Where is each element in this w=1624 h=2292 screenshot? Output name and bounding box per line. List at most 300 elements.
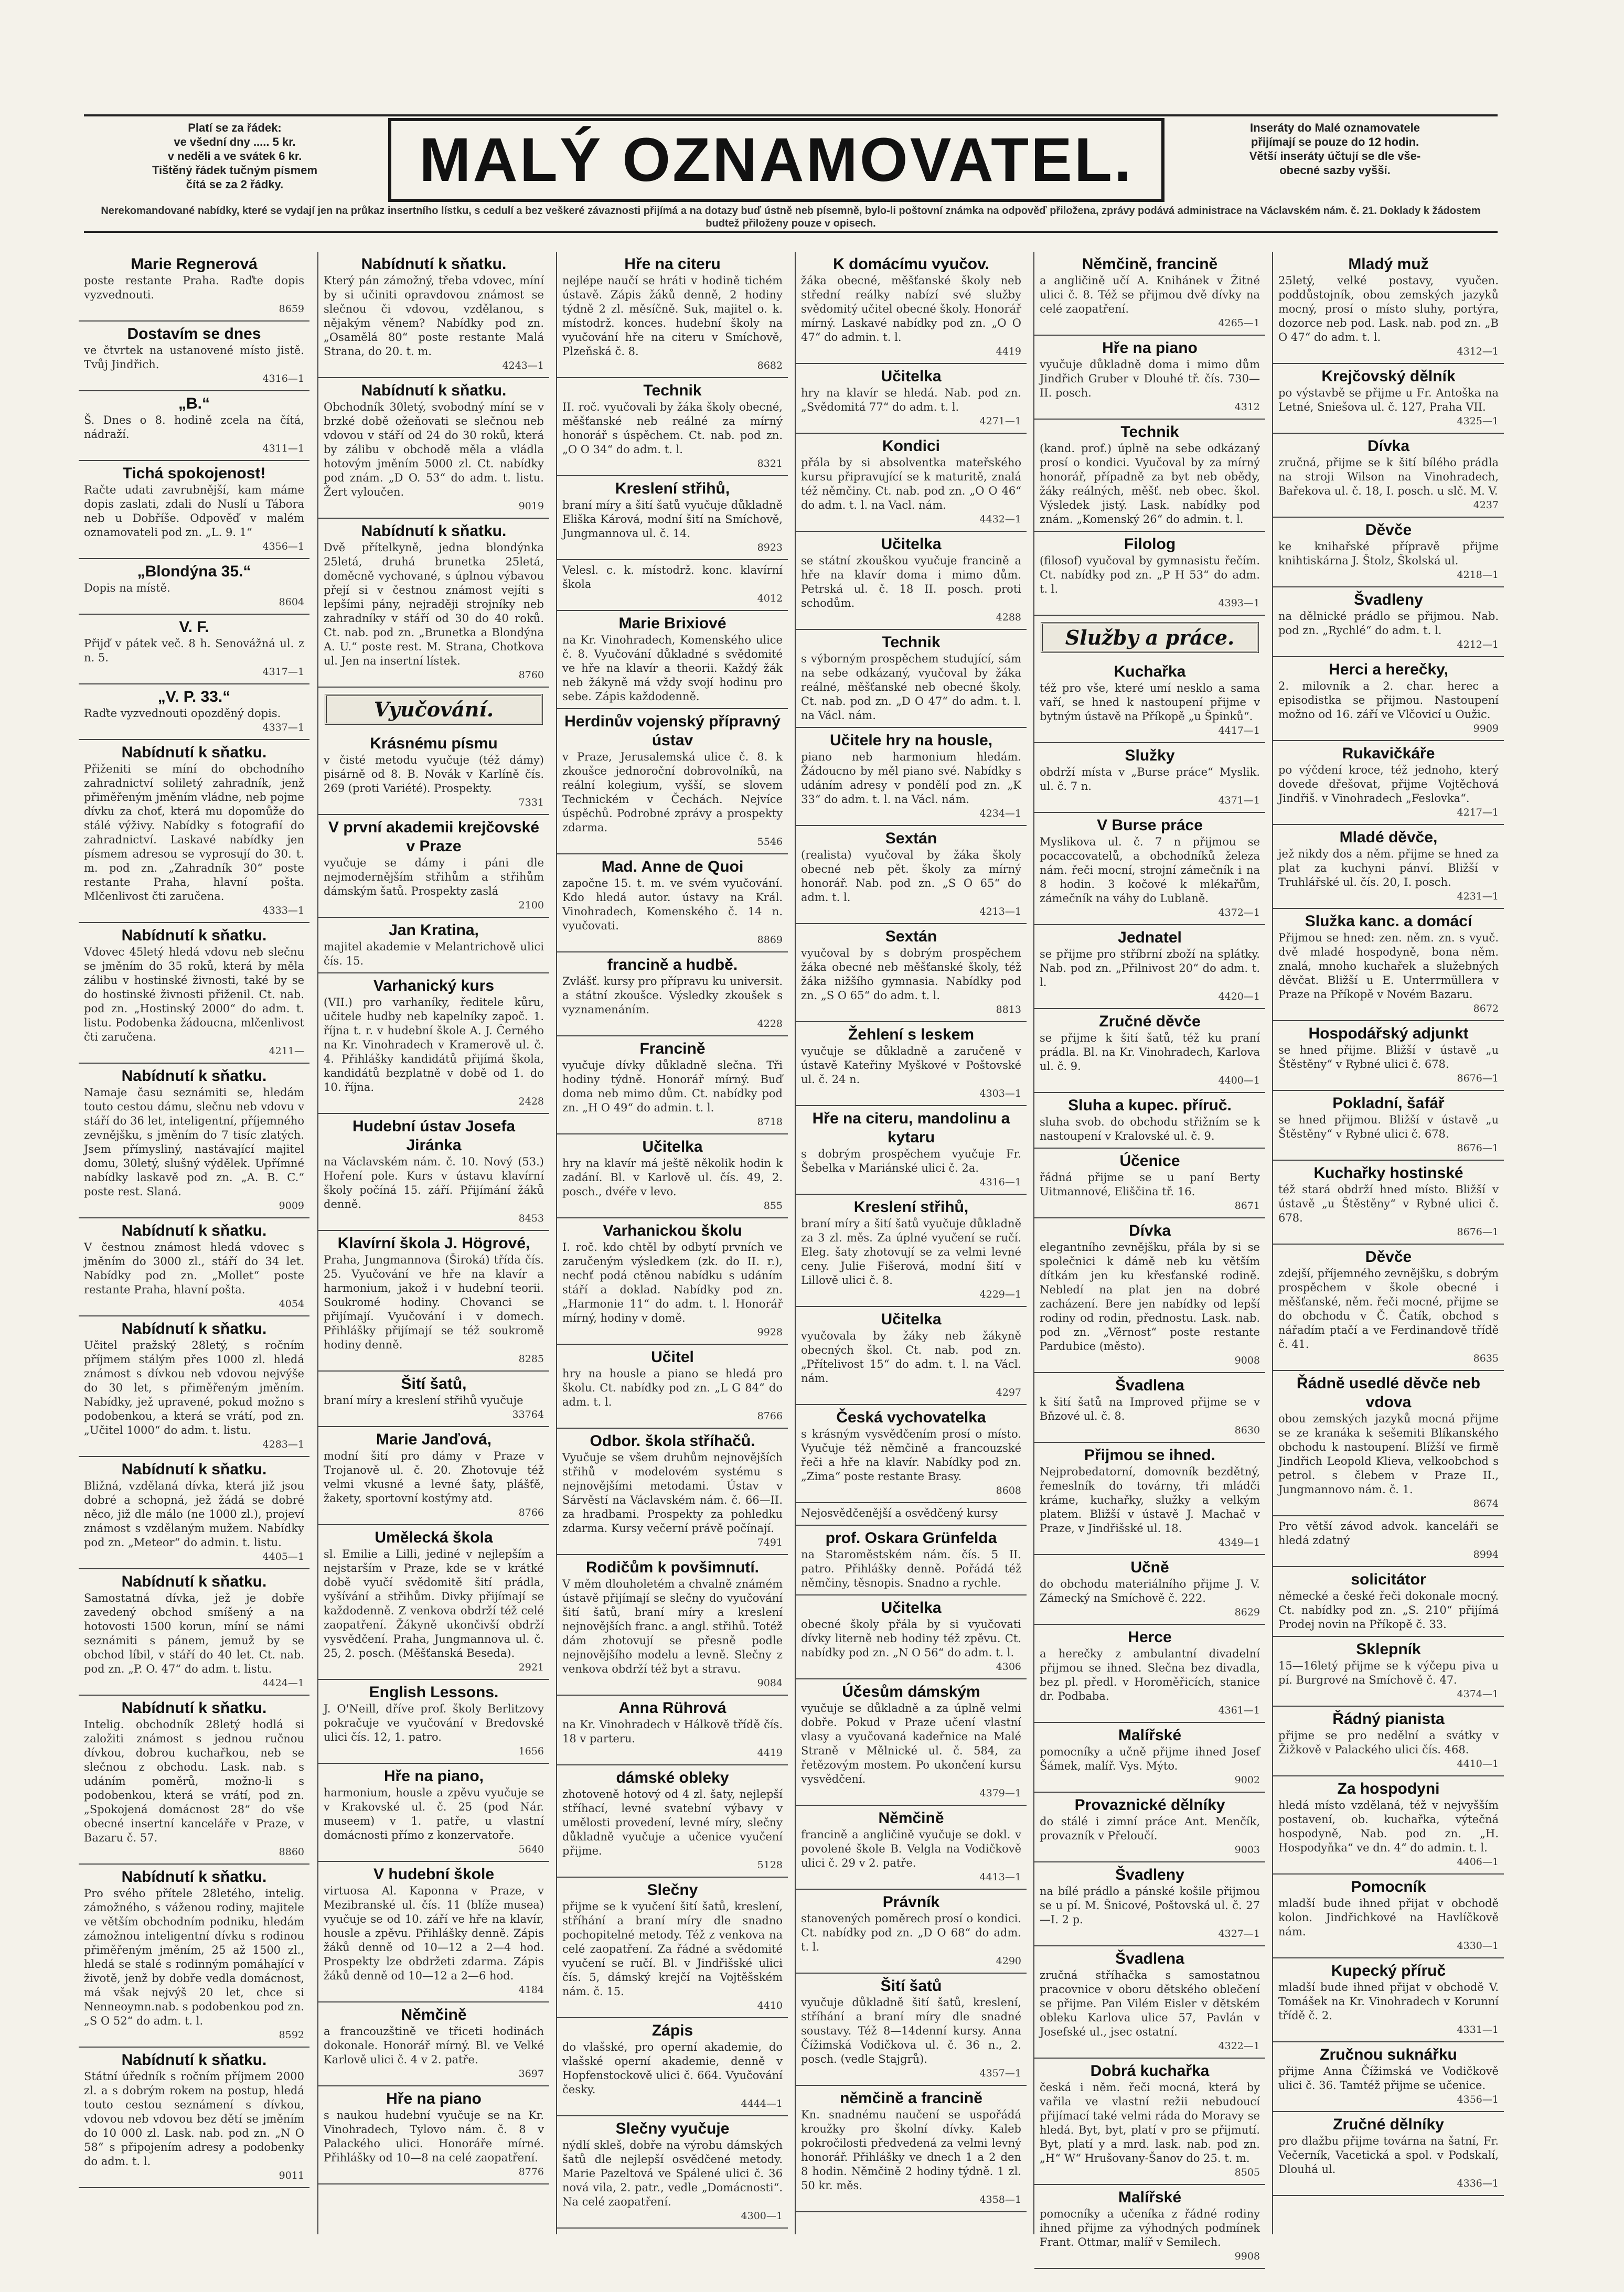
- classified-ad: [1273, 1875, 1504, 1958]
- classified-ad: [1273, 364, 1504, 434]
- ad-heading: Děvče: [1365, 1248, 1412, 1266]
- classified-ad: [557, 1555, 788, 1696]
- masthead-box: [388, 118, 1164, 202]
- ad-number: 8923: [757, 542, 783, 553]
- ad-heading: Němčině, francině: [1082, 255, 1218, 273]
- ad-number: 7491: [757, 1537, 783, 1548]
- ad-number: 4357—1: [979, 2068, 1021, 2079]
- ad-heading: Švadleny: [1115, 1866, 1184, 1883]
- ad-number: 8813: [996, 1004, 1021, 1015]
- ad-heading: Za hospodyni: [1337, 1780, 1440, 1797]
- classified-ad: [557, 1036, 788, 1134]
- classified-ad: [557, 611, 788, 709]
- ad-number: 4330—1: [1457, 1940, 1499, 1952]
- ad-number: 8676—1: [1457, 1073, 1499, 1084]
- ad-body: harmonium, housle a zpěvu vyučuje se v Krakovské ul. č. 25 (pod Nár. museem) v 1. patře, u vlastní domácnosti přímo z konzervatoře.: [324, 1786, 544, 1841]
- ad-heading: Marie Janďová,: [376, 1431, 492, 1448]
- ad-heading: Zručné děvče: [1099, 1013, 1201, 1030]
- ad-body: vyučuje důkladně doma i mimo dům Jindřich Gruber v Dlouhé tř. čís. 730—II. posch.: [1040, 358, 1260, 399]
- ad-body: hry na housle a piano se hledá pro školu. Ct. nabídky pod zn. „L G 84“ do adm. t. l.: [562, 1367, 783, 1408]
- ad-number: 4371—1: [1218, 795, 1260, 806]
- ad-number: 8674: [1473, 1498, 1499, 1509]
- classified-ad: [318, 519, 549, 688]
- ad-number: 4265—1: [1218, 317, 1260, 329]
- ad-number: 8592: [279, 2029, 304, 2041]
- note-line: čítá se za 2 řádky.: [186, 178, 284, 191]
- ad-number: 4012: [757, 593, 783, 604]
- ad-number: 4317—1: [262, 666, 304, 678]
- ad-heading: Žehlení s leskem: [848, 1026, 975, 1043]
- ad-columns: [79, 252, 1503, 2262]
- classified-ad: [796, 630, 1027, 728]
- ad-number: 4327—1: [1218, 1928, 1260, 1940]
- ad-number: 8608: [996, 1485, 1021, 1496]
- ad-heading: francině a hudbě.: [607, 956, 738, 973]
- classified-ad: [1273, 1091, 1504, 1161]
- ad-heading: Nabídnutí k sňatku.: [361, 382, 507, 399]
- classified-ad: [79, 1064, 309, 1218]
- ad-number: 4424—1: [262, 1677, 304, 1689]
- ad-heading: Filolog: [1124, 535, 1176, 553]
- classified-ad: [1034, 1946, 1265, 2059]
- ad-body: Š. Dnes o 8. hodině zcela na čítá, nádraží.: [84, 414, 304, 441]
- ad-heading: Jan Kratina,: [389, 922, 479, 939]
- note-line: v neděli a ve svátek 6 kr.: [167, 149, 302, 163]
- ad-body: Bližná, vzdělaná dívka, která již jsou dobré a schopná, jež žádá se dobré něco, již dle málo (ne 1000 zl.), projeví známost s vzdělaným mužem. Nabídky pod zn. „Meteor“ do admin. t. listu.: [84, 1480, 304, 1549]
- ad-heading: Učitelka: [881, 1599, 942, 1616]
- ad-number: 8453: [518, 1213, 544, 1224]
- classified-ad: [1034, 743, 1265, 813]
- ad-number: 9908: [1234, 2251, 1260, 2262]
- classified-ad: [1273, 1707, 1504, 1776]
- newspaper-page: [79, 84, 1503, 2262]
- classified-ad: [1034, 1793, 1265, 1862]
- ad-heading: V první akademii krejčovské v Praze: [328, 819, 539, 855]
- ad-body: Dvě přítelkyně, jedna blondýnka 25letá, druhá brunetka 25letá, doměcně vychované, s úplnou výbavou přejí si v čestnou známost vejíti s lepšími pány, nejraději strojníky neb zahradníky v stáří od 30 do 40 roků. Ct. nab. pod zn. „Brunetka a Blondýna A. U.“ poste rest. M. Strana, Chotkova ul. Jen na insertní lístek.: [324, 541, 544, 667]
- classified-ad: [79, 391, 309, 461]
- classified-ad: [796, 826, 1027, 924]
- ad-body: vyučuje důkladně šití šatů, kreslení, stříhání a braní míry dle snadné soustavy. Též 8—14denní kursy. Anna Čížimská Vodičkova ul. č. 36 n., 2. posch. (vedle Stajgrů).: [801, 1996, 1021, 2065]
- ad-heading: Klavírní škola J. Högrové,: [337, 1235, 530, 1252]
- ad-body: s krásným vysvědčením prosí o místo. Vyučuje též němčině a francouzské řeči a hře na klavír. Nabídky pod zn. „Zima“ poste restante Brasy.: [801, 1428, 1021, 1483]
- classified-ad: [557, 1696, 788, 1765]
- ad-body: nejlépe naučí se hráti v hodině tichém ústavě. Zápis žáků denně, 2 hodiny týdně 2 zl. měsíčně. Suk, majitel o. k. místodrž. konces. hudební školy na vyučování hře na citeru v Smíchově, Plzeňská č. 8.: [562, 274, 783, 358]
- ad-body: německé a české řeči dokonale mocný. Ct. nabídky pod zn. „S. 210“ přijímá Prodej novin na Příkopě č. 33.: [1278, 1590, 1499, 1631]
- ad-body: Zvlášť. kursy pro přípravu ku universit. a státní zkoušce. Výsledky zkoušek s vyznamenáním.: [562, 975, 783, 1016]
- ad-body: virtuosa Al. Kaponna v Praze, v Mezibranské ul. čís. 11 (blíže musea) vyučuje se od 10. září ve hře na klavír, housle a zpěvu. Přihlášky denně. Zápis žáků denně od 10—12 a 2—4 hod. Prospekty lze obdržeti zdarma. Zápis žáků denně od 10—12 a 2—6 hod.: [324, 1884, 544, 1982]
- ad-body: Namaje času seznámiti se, hledám touto cestou dámu, slečnu neb vdovu v stáří do 36 let, inteligentní, příjemného zevnějšku, s jměním do 7 tisíc zlatých. Jsem přímysliný, nastávající majitel domu, 30letý, slušný výdělek. Upřímné nabídky laskavě pod zn. „A. B. C.“ poste rest. Slaná.: [84, 1086, 304, 1198]
- ad-body: obdrží místa v „Burse práce“ Myslik. ul. č. 7 n.: [1040, 766, 1260, 792]
- classified-ad: [796, 532, 1027, 630]
- classified-ad: [796, 1503, 1027, 1526]
- classified-ad: [1273, 252, 1504, 364]
- ad-heading: Němčině: [401, 2006, 467, 2023]
- ad-heading: Právník: [882, 1893, 940, 1911]
- ad-number: 4297: [996, 1387, 1021, 1398]
- ad-body: Který pán zámožný, třeba vdovec, míní by si učiniti opravdovou známost se slečnou či vdovou, vzdělanou, s nějakým věnem? Nabídky pod zn. „Osamělá 80“ poste restante Malá Strana, do 20. t. m.: [324, 274, 544, 358]
- ad-heading: Hudební ústav Josefa Jiránka: [352, 1118, 516, 1154]
- ad-number: 8869: [757, 934, 783, 946]
- ad-body: se přijme k šití šatů, též ku praní prádla. Bl. na Kr. Vinohradech, Karlova ul. č. 9.: [1040, 1032, 1260, 1073]
- classified-ad: [1034, 2059, 1265, 2185]
- ad-number: 8635: [1473, 1353, 1499, 1364]
- ad-heading: Nabídnutí k sňatku.: [361, 522, 507, 540]
- ad-body: zhotoveně hotový od 4 zl. šaty, nejlepší stříhací, levné svatební výbavy v umělosti provedení, levné míry, slečny důkladně vyučuje a učenice vyučení přijme.: [562, 1788, 783, 1857]
- classified-ad: [1273, 587, 1504, 657]
- ad-body: J. O'Neill, dříve prof. školy Berlitzovy pokračuje ve vyučování v Bredovské ulici čís. 12, 1. patro.: [324, 1702, 544, 1743]
- classified-ad: [79, 559, 309, 615]
- ad-body: též stará obdrží hned místo. Bližší v ústavě „u Štěstěny“ v Rybné ulici č. 678.: [1278, 1183, 1499, 1224]
- ad-number: 4405—1: [262, 1551, 304, 1562]
- classified-ad: [1034, 813, 1265, 925]
- ad-number: 4333—1: [262, 905, 304, 916]
- classified-ad: [557, 2018, 788, 2116]
- ad-number: 4283—1: [262, 1439, 304, 1450]
- classified-ad: [557, 1218, 788, 1345]
- ad-number: 4374—1: [1457, 1688, 1499, 1700]
- classified-ad: [557, 1765, 788, 1878]
- ad-body: vyučoval by s dobrým prospěchem žáka obecné neb měšťanské školy, též žáka nižšího gymnasia. Nabídky pod zn. „S O 65“ do adm. t. l.: [801, 947, 1021, 1002]
- ad-heading: Dívka: [1367, 437, 1410, 455]
- ad-heading: Učně: [1130, 1559, 1169, 1576]
- ad-number: 9008: [1234, 1355, 1260, 1366]
- ad-number: 8672: [1473, 1003, 1499, 1014]
- ad-body: modní šití pro dámy v Praze v Trojanově ul. č. 20. Zhotovuje též velmi vkusné a levné šaty, plášťě, žakety, sportovní kostýmy atd.: [324, 1450, 544, 1505]
- ad-heading: Účesům dámským: [842, 1683, 980, 1700]
- classified-ad: [796, 1307, 1027, 1405]
- ad-heading: Kreslení střihů,: [615, 480, 730, 497]
- ad-body: řádná přijme se u paní Berty Uitmannové, Eliščina tř. 16.: [1040, 1171, 1260, 1198]
- ad-heading: Varhanický kurs: [373, 977, 495, 994]
- ad-body: vyučuje se důkladně a za úplně velmi dobře. Pokud v Praze učení vlastní vlasy a vyučovaná kadeřnice na Malé Straně v Mělnické ul. č. 584, za řetězovým mostem. Po ukončení kursu vysvědčení.: [801, 1702, 1021, 1785]
- classified-ad: [557, 1878, 788, 2018]
- ad-body: přála by si absolventka mateřského kursu připravující se k maturitě, znalá též němčiny. Ct. nab. pod zn. „O O 46“ do adm. t. l. na Vacl. nám.: [801, 456, 1021, 511]
- classified-ad: [79, 923, 309, 1064]
- ad-body: V čestnou známost hledá vdovec s jměním do 3000 zl., stáří do 34 let. Nabídky pod zn. „Mollet“ poste restante Praha, hlavní pošta.: [84, 1241, 304, 1296]
- ad-heading: Nabídnutí k sňatku.: [121, 1320, 267, 1337]
- ad-number: 4356—1: [1457, 2094, 1499, 2105]
- classified-ad: [318, 1427, 549, 1525]
- ad-body: Myslikova ul. č. 7 n přijmou se pocaccovatelů, a obchodníků železa nám. řeči mocní, strojní zámečník i na 8 hodin. 3 kočové k mlékařům, zámečník na váhy do Lublaně.: [1040, 836, 1260, 905]
- ad-number: 4410—1: [1457, 1758, 1499, 1770]
- classified-ad: [796, 924, 1027, 1022]
- ad-number: 8629: [1234, 1606, 1260, 1618]
- note-line: Tištěný řádek tučným písmem: [152, 164, 318, 177]
- ad-body: se hned přijme. Bližší v ústavě „u Štěstěny“ v Rybné ulici č. 678.: [1278, 1044, 1499, 1070]
- ad-heading: Zápis: [651, 2022, 693, 2039]
- ad-heading: Česká vychovatelka: [836, 1409, 986, 1426]
- ad-body: a angličině učí A. Knihánek v Žitné ulici č. 8. Též se přijmou dvě dívky na celé zaopatření.: [1040, 274, 1260, 315]
- classified-ad: [796, 1974, 1027, 2086]
- ad-body: na Kr. Vinohradech, Komenského ulice č. 8. Vyučování důkladné s svědomité ve hře na klavír a theorii. Každý žák neb žákyně má vždy svojí hodinu pro sebe. Zápis každodenně.: [562, 634, 783, 703]
- ad-number: 4243—1: [502, 360, 544, 371]
- ad-heading: Hospodářský adjunkt: [1308, 1025, 1469, 1042]
- classified-ad: [1273, 1958, 1504, 2042]
- classified-ad: [557, 1134, 788, 1218]
- classified-ad: [1273, 1567, 1504, 1637]
- ad-number: 4228: [757, 1018, 783, 1030]
- ad-heading: Malířské: [1118, 1727, 1182, 1744]
- note-line: přijímají se pouze do 12 hodin.: [1251, 135, 1419, 148]
- legal-notice: Nerekomandované nabídky, které se vydají jen na průkaz insertního lístku, s cedulí a bez veškeré závaznosti přijímá a na dotazy buď ústně neb písemně, bylo-li poštovní známka na odpověď přiložena, zprávy podává administrace na Václavském nám. č. 21. Doklady k žádostem budtež přiloženy pouze v opisech.: [101, 205, 1481, 229]
- ad-body: se přijme pro stříbrní zboží na splátky. Nab. pod zn. „Přilnivost 20“ do adm. t. l.: [1040, 948, 1260, 989]
- ad-body: (realista) vyučoval by žáka školy obecné neb pět. školy za mírný honorář. Nab. pod zn. „S O 65“ do adm. t. l.: [801, 849, 1021, 904]
- ad-heading: Učitelka: [881, 368, 942, 385]
- classified-ad: [796, 1890, 1027, 1974]
- ad-number: 3697: [518, 2068, 544, 2080]
- classified-ad: [79, 684, 309, 740]
- classified-ad: [79, 1569, 309, 1696]
- classified-ad: [557, 952, 788, 1036]
- ad-number: 5546: [757, 836, 783, 848]
- classified-ad: [318, 815, 549, 918]
- classified-ad: [1273, 1637, 1504, 1707]
- ad-number: 4417—1: [1218, 725, 1260, 736]
- classified-ad: [1273, 1516, 1504, 1567]
- ad-body: ve čtvrtek na ustanovené místo jistě. Tvůj Jindřich.: [84, 344, 304, 371]
- section-heading: Služby a práce.: [1041, 622, 1259, 653]
- classified-ad: [1034, 925, 1265, 1009]
- ad-heading: Francině: [639, 1040, 706, 1057]
- ad-heading: Slečny vyučuje: [615, 2120, 730, 2137]
- ad-body: (kand. prof.) úplně na sebe odkázaný prosí o kondici. Vyučoval by za mírný honorář, případně za byt neb obědy, žáky reálných, měšť. neb obec. škol. Výsledek jistý. Lask. nabídky pod znám. „Komenský 26“ do admin. t. l.: [1040, 442, 1260, 526]
- ad-number: 8321: [757, 458, 783, 469]
- classified-ad: [79, 2048, 309, 2188]
- ad-number: 8682: [757, 360, 783, 371]
- ad-heading: Nabídnutí k sňatku.: [121, 1067, 267, 1085]
- ad-body: braní míry a šití šatů vyučuje důkladně Eliška Kárová, modní šití na Smíchově, Jungmannova ul. č. 14.: [562, 499, 783, 540]
- ad-body: do stálé i zimní práce Ant. Menčík, provazník v Přeloučí.: [1040, 1815, 1260, 1842]
- ad-body: vyučuje se dámy i páni dle nejmodernějším střihům a střihům dámským šatů. Prospekty zaslá: [324, 856, 544, 897]
- ad-heading: Přijmou se ihned.: [1084, 1447, 1216, 1464]
- ad-heading: Švadleny: [1354, 591, 1423, 608]
- ad-body: sl. Emilie a Lilli, jediné v nejlepším a nejstarším v Praze, kde se v krátké době vyučí svědomitě šití prádla, vyšívání a střihům. Divky přijímají se každodenně. Z venkova obdrží též celé zaopatření. Žákyně ukončivší obdrží vysvědčení. Praha, Jungmannova ul. č. 25, 2. posch. (Měšťanská Beseda).: [324, 1548, 544, 1659]
- ad-heading: Marie Brixiové: [618, 615, 726, 632]
- ad-heading: Hře na piano: [1102, 339, 1198, 357]
- classified-ad: [557, 1345, 788, 1429]
- ad-body: Přijmou se hned: zen. něm. zn. s vyuč. dvě mladé hospodyně, bona něm. znalá, mnoho kuchařek a služebných děvčat. Bližší u E. Unterrmüllera v Praze na Příkopě v Novém Bazaru.: [1278, 931, 1499, 1001]
- classified-ad: [557, 854, 788, 952]
- ad-number: 855: [763, 1200, 783, 1212]
- classified-ad: [318, 252, 549, 378]
- ad-heading: Zručné dělníky: [1333, 2116, 1444, 2133]
- ad-number: 4213—1: [979, 906, 1021, 917]
- ad-number: 5128: [757, 1859, 783, 1871]
- classified-ad: [796, 1195, 1027, 1307]
- ad-heading: Řádný pianista: [1332, 1710, 1445, 1728]
- classified-ad: [79, 1696, 309, 1865]
- ad-heading: Mladý muž: [1348, 255, 1429, 273]
- ad-body: po výčdení kroce, též jednoho, který dovede dřešovat, přijme Vojtěchová Jindřiš. v Vinohradech „Feslovka“.: [1278, 764, 1499, 805]
- ad-heading: Švadlena: [1115, 1950, 1184, 1967]
- ad-body: vyučuje dívky důkladně slečna. Tři hodiny týdně. Honorář mírný. Buď doma neb mimo dům. Ct. nabídky pod zn. „H O 49“ do admin. t. l.: [562, 1059, 783, 1114]
- classified-ad: [1273, 825, 1504, 909]
- ad-heading: Technik: [882, 634, 941, 651]
- classified-ad: [796, 1405, 1027, 1503]
- ad-heading: Dívka: [1128, 1222, 1171, 1239]
- ad-number: 4288: [996, 612, 1021, 623]
- ad-heading: Nabídnutí k sňatku.: [121, 927, 267, 944]
- column-2: [317, 252, 549, 2234]
- note-line: Inseráty do Malé oznamovatele: [1250, 121, 1420, 134]
- classified-ad: [1273, 1161, 1504, 1245]
- ad-body: zdejší, příjemného zevnějšku, s dobrým prospěchem v škole obecné i měšťanské, něm. řeči mocné, přijme se do obchodu v Č. Čatík, obchod s nářadím ptačí a ve Ferdinandově třídě č. 41.: [1278, 1267, 1499, 1351]
- ad-heading: Sextán: [885, 928, 937, 945]
- ad-heading: Herce: [1128, 1629, 1172, 1646]
- ad-number: 8760: [518, 669, 544, 681]
- ad-heading: Nabídnutí k sňatku.: [121, 1573, 267, 1590]
- ad-heading: Rukavičkáře: [1342, 745, 1435, 762]
- ad-heading: Nabídnutí k sňatku.: [121, 1868, 267, 1886]
- ad-number: 4379—1: [979, 1787, 1021, 1799]
- ad-heading: Učitele hry na housle,: [829, 732, 993, 749]
- ad-body: zručná, přijme se k šití bílého prádla na stroji Wilson na Vinohradech, Bařekova ul. č. 18, I. posch. u slč. M. V.: [1278, 456, 1499, 497]
- classified-ad: [557, 476, 788, 560]
- ad-number: 4311—1: [262, 443, 304, 454]
- ad-body: přijme Anna Čížimská ve Vodičkově ulici č. 36. Tamtéž přijme se učenice.: [1278, 2065, 1499, 2092]
- ad-number: 9909: [1473, 723, 1499, 734]
- ad-body: braní míry a šití šatů vyučuje důkladně za 3 zl. měs. Za úplné vyučení se ručí. Eleg. šaty zhotovují se za velmi levné ceny. Julie Fišerová, modní šití v Lillově ulici č. 8.: [801, 1217, 1021, 1287]
- column-3: [556, 252, 788, 2234]
- column-4: [795, 252, 1027, 2234]
- ad-body: na Václavském nám. č. 10. Nový (53.) Hoření pole. Kurs v ústavu klavírní školy počíná 15. září. Přijímání žáků denně.: [324, 1155, 544, 1211]
- ad-body: pomocníky a učeníka z řádné rodiny ihned přijme za výhodných podmínek Frant. Ottmar, malíř v Semilech.: [1040, 2208, 1260, 2248]
- ad-heading: Dostavím se dnes: [127, 325, 261, 342]
- ad-heading: Nabídnutí k sňatku.: [121, 1461, 267, 1478]
- ad-heading: Mad. Anne de Quoi: [601, 858, 744, 875]
- classified-ad: [1034, 659, 1265, 743]
- ad-number: 7331: [518, 797, 544, 808]
- ad-heading: Kondici: [882, 437, 940, 455]
- ad-number: 4331—1: [1457, 2024, 1499, 2036]
- ad-heading: Švadlena: [1115, 1377, 1184, 1394]
- ad-heading: Nabídnutí k sňatku.: [121, 1699, 267, 1717]
- ad-heading: Dobrá kuchařka: [1090, 2062, 1210, 2080]
- ad-body: Nejosvědčenější a osvědčený kursy: [801, 1507, 998, 1519]
- ad-heading: Tichá spokojenost!: [122, 465, 266, 482]
- ad-heading: Nabídnutí k sňatku.: [121, 1222, 267, 1239]
- ad-heading: Šití šatů,: [401, 1375, 467, 1393]
- column-1: [79, 252, 309, 2234]
- ad-body: s výborným prospěchem studující, sám na sebe odkázaný, vyučoval by žáka reálné, měšťanské neb obecné školy. Ct. nab. pod zn. „D O 47“ do adm. t. l. na Václ. nám.: [801, 652, 1021, 722]
- ad-body: majitel akademie v Melantrichově ulici čís. 15.: [324, 940, 544, 967]
- ad-heading: Učitelka: [881, 1311, 942, 1328]
- classified-ad: [796, 252, 1027, 364]
- ad-heading: Hře na piano,: [383, 1768, 484, 1785]
- classified-ad: [79, 615, 309, 684]
- classified-ad: [318, 1764, 549, 1862]
- ad-body: se hned přijmou. Bližší v ústavě „u Štěstěny“ v Rybné ulici č. 678.: [1278, 1113, 1499, 1140]
- classified-ad: [79, 1316, 309, 1457]
- ad-body: poste restante Praha. Raďte dopis vyzvednouti.: [84, 274, 304, 301]
- ad-body: Pro svého přítele 28letého, intelig. zámožného, s váženou rodiny, majitele ve větším obchodním podniku, hledám zámožnou inteligentní dívku s rodinou přiměřeným jměním, 25 až 1500 zl., hledá se stalé s rodinným pomáhající v životě, jenž by dobře vedla domácnost, má však nejvýš 20 let, chce si Nenneoymn.nab. s podobenkou pod zn. „S O 52“ do adm. t. l.: [84, 1887, 304, 2027]
- ad-body: braní míry a kreslení střihů vyučuje: [324, 1394, 523, 1407]
- ad-body: přijme se k vyučení šití šatů, kreslení, stříhání a braní míry dle snadno pochopitelné metody. Též z venkova na celé zaopatření. Za řádné a svědomité vyučení se ručí. Bl. v Jindřišské ulici čís. 5, dámský krejčí na Vojtěšském nám. č. 15.: [562, 1900, 783, 1998]
- classified-ad: [318, 1680, 549, 1764]
- ad-heading: Hře na citeru, mandolinu a kytaru: [812, 1110, 1010, 1146]
- ad-heading: V. F.: [179, 618, 209, 636]
- classified-ad: [318, 973, 549, 1114]
- ad-body: Kn. snadnému naučení se uspořádá kroužky pro školní dívky. Kaleb pokročilosti předvedená za velmi levný honorář. Přihlášky ve dnech 1 a 2 den 8 hodin. Němčině 2 hodiny týdně. 1 zl. 50 kr. měs.: [801, 2108, 1021, 2192]
- classified-ad: [796, 1806, 1027, 1890]
- ad-body: Intelig. obchodník 28letý hodlá si založiti známost s jednou ručnou dívkou, dobrou kuchařkou, neb se slečnou z obchodu. Lask. nab. s udáním poměrů, možno-li s podobenkou, která se vrátí, pod zn. „Spokojená domácnost 28“ do vše obecné insertní kanceláře v Praze, v Bazaru č. 57.: [84, 1718, 304, 1844]
- ad-body: Učitel pražský 28letý, s ročním příjmem stálým přes 1000 zl. hledá známost s dívkou neb vdovou nejvýše do 30 let, s přiměřeným jměním. Nabídky, jež upravené, pokud možno s podobenkou, a která se vrátí, pod zn. „Učitel 1000“ do adm. t. listu.: [84, 1339, 304, 1437]
- ad-number: 4184: [518, 1984, 544, 1996]
- ad-body: na Staroměstském nám. čís. 5 II. patro. Přihlášky denně. Pořádá též němčiny, těsnopis. Snadno a rychle.: [801, 1548, 1021, 1589]
- ad-heading: Krejčovský dělník: [1321, 368, 1456, 385]
- ad-body: 2. milovník a 2. char. herec a episodistka se přijmou. Nastoupení možno od 16. září ve Vlčovicí u Oužic.: [1278, 680, 1499, 721]
- ad-number: 4271—1: [979, 415, 1021, 427]
- ad-number: 2428: [518, 1096, 544, 1107]
- ad-body: žáka obecné, měšťanské školy neb střední reálky nabízí své služby svědomitý učitel obecné školy. Honorář mírný. Laskavé nabídky pod zn. „O O 47“ do admin. t. l.: [801, 274, 1021, 344]
- ad-heading: Kuchařky hostinské: [1313, 1164, 1463, 1182]
- ad-heading: Provaznické dělníky: [1074, 1796, 1225, 1814]
- classified-ad: [79, 252, 309, 322]
- ad-number: 4303—1: [979, 1088, 1021, 1099]
- classified-ad: [1273, 1371, 1504, 1516]
- ad-body: mladší bude ihned přijat v obchodě kolon. Jindřichkové na Havlíčkově nám.: [1278, 1897, 1499, 1938]
- ad-body: I. roč. kdo chtěl by odbytí prvních ve zaručeným výsledkem (zk. do II. r.), nechť podá ctěnou nabídku s udáním stáří a doklad. Nabídky pod zn. „Harmonie 11“ do adm. t. l. Honorář mírný, hodiny v domě.: [562, 1241, 783, 1324]
- classified-ad: [79, 322, 309, 391]
- classified-ad: [1034, 1443, 1265, 1555]
- ad-number: 4217—1: [1457, 807, 1499, 818]
- header-bottom-rule: [84, 231, 1498, 233]
- ad-number: 8676—1: [1457, 1226, 1499, 1238]
- classified-ad: [1034, 1149, 1265, 1218]
- ad-number: 4231—1: [1457, 891, 1499, 902]
- classified-ad: [318, 378, 549, 519]
- classified-ad: [796, 1679, 1027, 1806]
- ad-heading: dámské obleky: [616, 1769, 729, 1786]
- ad-body: zručná stříhačka s samostatnou pracovnice v oboru dětského oblečení se přijme. Pan Vilém Eisler v dětském obleku Karlova ulice 57, Pavlán v Josefské ul., jsec ostatní.: [1040, 1969, 1260, 2038]
- ad-number: 4316—1: [262, 373, 304, 384]
- ad-body: mladší bude ihned přijat v obchodě V. Tomášek na Kr. Vinohradech v Korunní třídě č. 2.: [1278, 1981, 1499, 2022]
- classified-ad: [318, 1862, 549, 2002]
- ad-body: Nejprobedatorní, domovník bezdětný, řemeslník do továrny, tři mládči kráme, kuchařky, služky a velkým platem. Bližší v ústavě J. Machač v Praze, v Jindřišské ul. 18.: [1040, 1465, 1260, 1535]
- classified-ad: [318, 918, 549, 973]
- ad-heading: Krásnému písmu: [370, 735, 498, 752]
- column-6: [1272, 252, 1504, 2234]
- classified-ad: [1034, 420, 1265, 532]
- classified-ad: [1034, 252, 1265, 336]
- ad-body: Dopis na místě.: [84, 582, 170, 594]
- classified-ad: [318, 1372, 549, 1427]
- ad-body: po výstavbě se přijme u Fr. Antoška na Letné, Sniešova ul. č. 127, Praha VII.: [1278, 387, 1499, 413]
- ad-number: 8630: [1234, 1425, 1260, 1436]
- ad-heading: Sklepník: [1356, 1641, 1421, 1658]
- ad-number: 4337—1: [262, 722, 304, 733]
- ad-heading: Sluha a kupec. příruč.: [1068, 1097, 1232, 1114]
- ad-heading: Herdinův vojenský přípravný ústav: [564, 713, 781, 749]
- note-line: Větší inseráty účtují se dle vše-: [1249, 149, 1421, 163]
- ad-number: 8860: [279, 1846, 304, 1858]
- classified-ad: [1034, 1218, 1265, 1373]
- ad-body: a francouzštině ve třiceti hodinách dokonale. Honorář mírný. Bl. ve Velké Karlově ulici č. 4 v 2. patře.: [324, 2025, 544, 2066]
- ad-body: v čisté metodu vyučuje (též dámy) pisárně od 8. B. Novák v Karlíně čís. 269 (proti Variété). Prospekty.: [324, 754, 544, 795]
- ad-body: nýdlí skleš, dobře na výrobu dámských šatů dle nejlepší osvědčené metody. Marie Pazeltová ve Spálené ulici č. 36 nová vila, 2. patr., vedle „Domácnosti“. Na celé zaopatření.: [562, 2139, 783, 2208]
- ad-heading: Kreslení střihů,: [853, 1198, 969, 1216]
- ad-heading: „Blondýna 35.“: [137, 563, 251, 580]
- ad-number: 4406—1: [1457, 1856, 1499, 1868]
- classified-ad: [796, 1595, 1027, 1679]
- ad-heading: Rodičům k povšimnutí.: [585, 1559, 760, 1576]
- ad-body: česká i něm. řeči mocná, která by vařila ve vlastní režii nebudoucí přijímací také velmi ráda do Moravy se hledá. Byt, byt, platí v pro se přijmutí. Byt, platí y a mrd. lask. nab. pod zn. „H“ W“ Hrušovany-Šanov do 25. t. m.: [1040, 2081, 1260, 2165]
- ad-body: obou zemských jazyků mocná přijme se ze kranáka k sešemiti Blíkanského obchodu k nastoupení. Blížší ve firmě Jindřich Leopold Klieva, velkoobchod s petrol. s člebem v Praze II., Jungmannovo nám. č. 1.: [1278, 1412, 1499, 1496]
- ad-heading: Nabídnutí k sňatku.: [361, 255, 507, 273]
- ad-body: ke knihařské přípravě přijme knihtiskárna J. Štolz, Školská ul.: [1278, 540, 1499, 567]
- ad-body: na bílé prádlo a pánské košile přijmou se u pí. M. Šnicové, Poštovská ul. č. 27—I. 2 p.: [1040, 1885, 1260, 1926]
- ad-heading: Šití šatů: [880, 1977, 942, 1995]
